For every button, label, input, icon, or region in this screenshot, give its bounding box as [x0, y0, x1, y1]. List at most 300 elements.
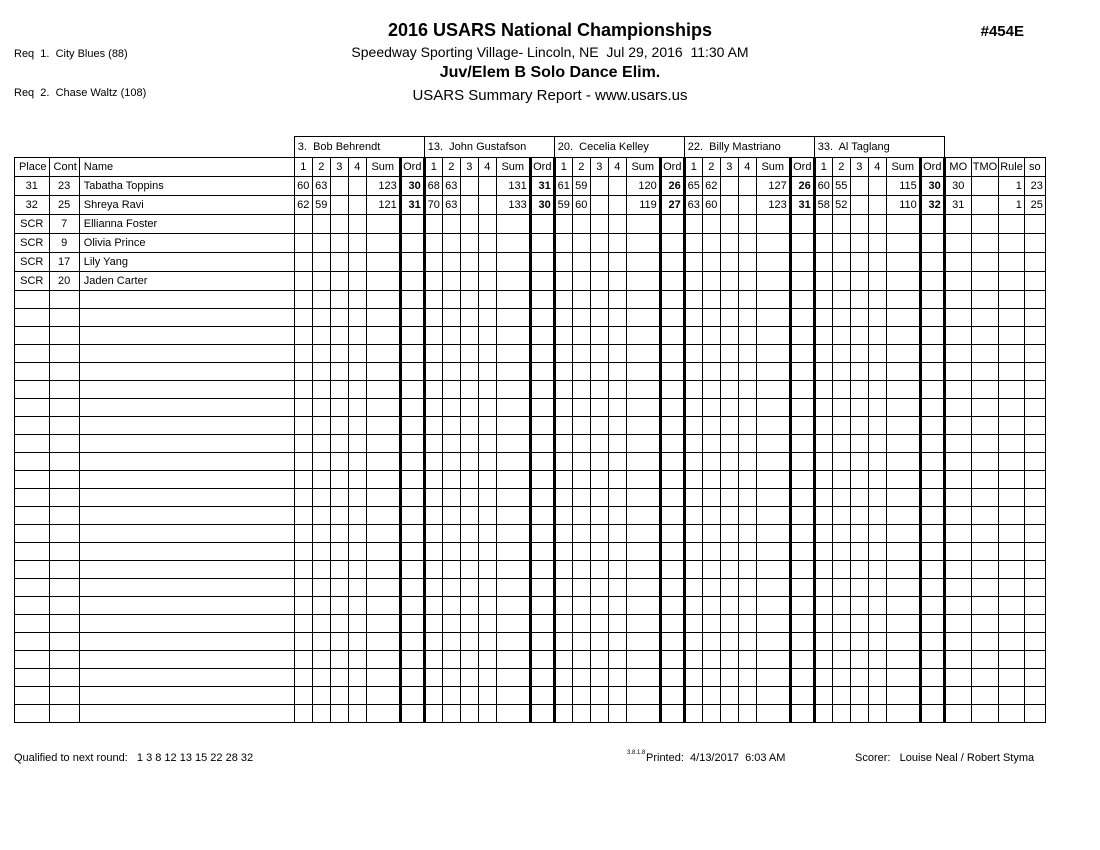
mo-cell — [944, 363, 971, 381]
score-cell — [738, 291, 756, 309]
col-header-1: 1 — [684, 158, 702, 177]
score-cell — [554, 272, 572, 291]
score-cell — [608, 435, 626, 453]
score-cell — [294, 561, 312, 579]
score-cell — [590, 177, 608, 196]
col-header-sum: Sum — [496, 158, 530, 177]
sum-cell — [756, 471, 790, 489]
sum-cell — [626, 417, 660, 435]
score-cell — [868, 363, 886, 381]
score-cell — [478, 291, 496, 309]
score-cell — [460, 471, 478, 489]
so-cell — [1024, 345, 1045, 363]
cont-cell — [49, 507, 79, 525]
ord-cell — [660, 687, 684, 705]
cont-cell — [49, 579, 79, 597]
score-cell — [738, 597, 756, 615]
sum-cell — [886, 435, 920, 453]
score-cell — [590, 507, 608, 525]
score-cell — [460, 291, 478, 309]
place-cell — [15, 381, 50, 399]
ord-cell — [530, 291, 554, 309]
score-cell — [608, 561, 626, 579]
tmo-cell — [971, 579, 998, 597]
score-cell — [478, 327, 496, 345]
rule-cell — [999, 579, 1025, 597]
score-cell — [442, 417, 460, 435]
score-cell — [348, 381, 366, 399]
score-cell — [312, 525, 330, 543]
score-cell — [814, 507, 832, 525]
score-cell — [738, 381, 756, 399]
tmo-cell — [971, 363, 998, 381]
score-cell — [738, 705, 756, 723]
rule-cell — [999, 705, 1025, 723]
score-cell — [720, 253, 738, 272]
score-cell — [572, 453, 590, 471]
score-cell: 52 — [832, 196, 850, 215]
score-cell — [868, 234, 886, 253]
place-cell — [15, 525, 50, 543]
score-cell — [702, 633, 720, 651]
sum-cell — [626, 543, 660, 561]
sum-cell — [496, 435, 530, 453]
printed-text: Printed: 4/13/2017 6:03 AM — [646, 752, 786, 764]
so-cell — [1024, 597, 1045, 615]
score-cell — [850, 309, 868, 327]
score-cell — [460, 507, 478, 525]
sum-cell — [366, 561, 400, 579]
col-header-tmo: TMO — [971, 158, 998, 177]
score-cell — [572, 399, 590, 417]
score-cell — [868, 669, 886, 687]
sum-cell — [496, 705, 530, 723]
score-cell — [312, 363, 330, 381]
score-cell — [554, 579, 572, 597]
score-cell — [478, 215, 496, 234]
name-cell — [79, 327, 294, 345]
empty-row — [15, 489, 1046, 507]
sum-cell — [496, 234, 530, 253]
score-cell — [814, 489, 832, 507]
col-header-3: 3 — [720, 158, 738, 177]
score-cell — [554, 561, 572, 579]
score-cell — [330, 561, 348, 579]
place-cell — [15, 435, 50, 453]
cont-cell: 20 — [49, 272, 79, 291]
sum-cell — [366, 253, 400, 272]
score-cell — [608, 615, 626, 633]
score-cell — [868, 597, 886, 615]
score-cell — [814, 597, 832, 615]
score-cell — [294, 363, 312, 381]
score-cell — [330, 177, 348, 196]
col-header-3: 3 — [590, 158, 608, 177]
score-cell — [850, 453, 868, 471]
score-cell — [330, 253, 348, 272]
score-cell: 59 — [554, 196, 572, 215]
score-cell — [608, 597, 626, 615]
ord-cell — [530, 543, 554, 561]
score-cell — [738, 687, 756, 705]
ord-cell: 31 — [400, 196, 424, 215]
judge-row-right-spacer — [944, 137, 1045, 158]
score-cell — [832, 291, 850, 309]
mo-cell: 30 — [944, 177, 971, 196]
score-cell — [460, 272, 478, 291]
score-cell — [330, 363, 348, 381]
score-cell — [684, 309, 702, 327]
ord-cell — [400, 345, 424, 363]
ord-cell — [790, 253, 814, 272]
ord-cell — [660, 453, 684, 471]
col-header-sum: Sum — [756, 158, 790, 177]
ord-cell — [660, 215, 684, 234]
score-cell — [348, 327, 366, 345]
sum-cell — [886, 309, 920, 327]
score-cell — [702, 381, 720, 399]
mo-cell — [944, 543, 971, 561]
empty-row — [15, 327, 1046, 345]
score-cell — [294, 579, 312, 597]
ord-cell — [530, 435, 554, 453]
score-cell — [684, 525, 702, 543]
ord-cell — [920, 615, 944, 633]
ord-cell — [400, 363, 424, 381]
score-cell — [572, 234, 590, 253]
ord-cell — [920, 234, 944, 253]
sum-cell — [496, 507, 530, 525]
score-cell — [572, 615, 590, 633]
score-cell: 58 — [814, 196, 832, 215]
empty-row — [15, 435, 1046, 453]
sum-cell — [626, 669, 660, 687]
col-header-ord: Ord — [530, 158, 554, 177]
score-cell — [720, 435, 738, 453]
cont-cell — [49, 651, 79, 669]
score-cell — [330, 196, 348, 215]
score-cell — [814, 615, 832, 633]
qualified-text: Qualified to next round: 1 3 8 12 13 15 22 28 32 — [14, 752, 254, 764]
so-cell — [1024, 272, 1045, 291]
sum-cell — [626, 507, 660, 525]
score-cell — [702, 453, 720, 471]
score-cell — [330, 705, 348, 723]
tmo-cell — [971, 669, 998, 687]
cont-cell — [49, 309, 79, 327]
score-cell — [442, 669, 460, 687]
score-cell — [554, 363, 572, 381]
rule-cell — [999, 417, 1025, 435]
ord-cell — [790, 234, 814, 253]
score-cell — [294, 615, 312, 633]
report-header — [0, 20, 1100, 104]
ord-cell — [920, 651, 944, 669]
score-cell — [868, 309, 886, 327]
name-cell — [79, 489, 294, 507]
score-cell — [312, 234, 330, 253]
empty-row — [15, 633, 1046, 651]
score-cell — [738, 417, 756, 435]
empty-row — [15, 399, 1046, 417]
sum-cell — [366, 215, 400, 234]
mo-cell — [944, 507, 971, 525]
col-header-name: Name — [79, 158, 294, 177]
col-header-4: 4 — [478, 158, 496, 177]
score-cell — [850, 272, 868, 291]
ord-cell — [400, 507, 424, 525]
score-cell — [572, 705, 590, 723]
place-cell: SCR — [15, 253, 50, 272]
score-cell — [460, 687, 478, 705]
sum-cell — [496, 363, 530, 381]
score-cell — [478, 435, 496, 453]
sum-cell — [366, 309, 400, 327]
col-header-ord: Ord — [790, 158, 814, 177]
ord-cell — [400, 327, 424, 345]
sum-cell — [886, 327, 920, 345]
score-cell — [460, 615, 478, 633]
score-cell — [720, 633, 738, 651]
sum-cell: 127 — [756, 177, 790, 196]
score-cell — [720, 327, 738, 345]
mo-cell — [944, 669, 971, 687]
score-cell — [738, 196, 756, 215]
ord-cell — [400, 489, 424, 507]
ord-cell — [660, 272, 684, 291]
sum-cell — [366, 507, 400, 525]
place-cell: SCR — [15, 215, 50, 234]
name-cell — [79, 345, 294, 363]
score-cell — [294, 669, 312, 687]
name-cell — [79, 471, 294, 489]
sum-cell — [496, 651, 530, 669]
so-cell — [1024, 363, 1045, 381]
name-cell — [79, 651, 294, 669]
score-cell — [442, 253, 460, 272]
score-cell — [868, 705, 886, 723]
ord-cell — [530, 651, 554, 669]
score-cell — [294, 471, 312, 489]
score-cell — [814, 381, 832, 399]
tmo-cell — [971, 253, 998, 272]
score-cell — [832, 525, 850, 543]
score-cell — [442, 309, 460, 327]
sum-cell — [496, 543, 530, 561]
ord-cell — [920, 489, 944, 507]
rule-cell — [999, 253, 1025, 272]
mo-cell — [944, 705, 971, 723]
score-cell — [832, 651, 850, 669]
sum-cell — [886, 597, 920, 615]
score-cell — [868, 327, 886, 345]
ord-cell — [920, 272, 944, 291]
empty-row — [15, 561, 1046, 579]
score-cell — [702, 345, 720, 363]
judge-header-5: 33. Al Taglang — [814, 137, 944, 158]
ord-cell — [920, 669, 944, 687]
score-cell — [850, 507, 868, 525]
score-cell — [348, 417, 366, 435]
sum-cell — [366, 615, 400, 633]
score-cell — [424, 633, 442, 651]
sum-cell — [366, 633, 400, 651]
score-cell — [348, 363, 366, 381]
mo-cell — [944, 597, 971, 615]
sum-cell — [626, 253, 660, 272]
rule-cell — [999, 489, 1025, 507]
sum-cell — [496, 215, 530, 234]
sum-cell — [886, 345, 920, 363]
score-cell — [738, 453, 756, 471]
score-cell — [738, 327, 756, 345]
ord-cell — [400, 471, 424, 489]
score-cell — [330, 651, 348, 669]
score-cell — [738, 272, 756, 291]
score-cell — [442, 579, 460, 597]
ord-cell — [530, 471, 554, 489]
score-cell — [832, 489, 850, 507]
score-cell — [554, 705, 572, 723]
score-cell — [554, 597, 572, 615]
score-cell — [312, 345, 330, 363]
tmo-cell — [971, 345, 998, 363]
score-cell — [442, 381, 460, 399]
empty-row — [15, 417, 1046, 435]
score-cell — [478, 471, 496, 489]
empty-row — [15, 363, 1046, 381]
score-cell — [478, 615, 496, 633]
so-cell — [1024, 291, 1045, 309]
sum-cell — [756, 453, 790, 471]
ord-cell — [790, 651, 814, 669]
score-cell — [442, 272, 460, 291]
score-cell — [554, 291, 572, 309]
score-cell — [720, 705, 738, 723]
score-cell — [294, 327, 312, 345]
score-cell — [554, 215, 572, 234]
name-cell: Tabatha Toppins — [79, 177, 294, 196]
score-cell — [460, 669, 478, 687]
sum-cell — [756, 253, 790, 272]
score-cell — [478, 399, 496, 417]
score-cell — [312, 471, 330, 489]
ord-cell — [400, 687, 424, 705]
score-cell — [850, 363, 868, 381]
so-cell — [1024, 543, 1045, 561]
score-cell — [850, 669, 868, 687]
so-cell — [1024, 309, 1045, 327]
so-cell — [1024, 381, 1045, 399]
place-cell — [15, 417, 50, 435]
score-cell — [348, 525, 366, 543]
tmo-cell — [971, 687, 998, 705]
score-cell — [868, 453, 886, 471]
sum-cell — [366, 417, 400, 435]
score-cell — [424, 381, 442, 399]
score-cell — [608, 234, 626, 253]
score-cell — [330, 381, 348, 399]
ord-cell — [530, 345, 554, 363]
score-cell — [572, 597, 590, 615]
score-cell: 63 — [684, 196, 702, 215]
cont-cell — [49, 525, 79, 543]
score-cell: 63 — [442, 196, 460, 215]
sum-cell — [496, 669, 530, 687]
score-cell — [608, 669, 626, 687]
ord-cell — [400, 705, 424, 723]
sum-cell: 123 — [366, 177, 400, 196]
score-cell — [832, 687, 850, 705]
score-cell — [294, 399, 312, 417]
place-cell — [15, 687, 50, 705]
sum-cell — [366, 234, 400, 253]
score-cell — [424, 291, 442, 309]
score-cell — [702, 363, 720, 381]
score-cell — [684, 651, 702, 669]
score-cell — [684, 234, 702, 253]
score-cell — [348, 234, 366, 253]
score-cell — [832, 705, 850, 723]
score-cell — [738, 651, 756, 669]
score-cell — [832, 399, 850, 417]
score-cell — [442, 597, 460, 615]
ord-cell — [660, 615, 684, 633]
sum-cell — [756, 489, 790, 507]
rule-cell — [999, 363, 1025, 381]
sum-cell — [626, 525, 660, 543]
tmo-cell — [971, 471, 998, 489]
score-cell — [684, 543, 702, 561]
score-cell — [460, 363, 478, 381]
place-cell — [15, 291, 50, 309]
score-cell: 70 — [424, 196, 442, 215]
sum-cell — [756, 417, 790, 435]
sum-cell — [366, 272, 400, 291]
sum-cell — [366, 489, 400, 507]
ord-cell — [920, 471, 944, 489]
score-cell — [312, 579, 330, 597]
score-cell — [442, 363, 460, 381]
score-cell — [460, 196, 478, 215]
score-cell — [738, 253, 756, 272]
so-cell — [1024, 435, 1045, 453]
score-cell — [348, 215, 366, 234]
so-cell — [1024, 489, 1045, 507]
col-header-2: 2 — [572, 158, 590, 177]
score-cell — [424, 507, 442, 525]
empty-row — [15, 471, 1046, 489]
score-cell — [684, 327, 702, 345]
so-cell — [1024, 471, 1045, 489]
name-cell: Lily Yang — [79, 253, 294, 272]
cont-cell — [49, 345, 79, 363]
score-cell — [554, 669, 572, 687]
score-cell — [590, 291, 608, 309]
sum-cell — [496, 381, 530, 399]
score-cell — [608, 705, 626, 723]
score-cell — [554, 471, 572, 489]
place-cell: SCR — [15, 272, 50, 291]
score-cell — [720, 453, 738, 471]
score-cell — [572, 525, 590, 543]
req-2-text: Req 2. Chase Waltz (108) — [14, 87, 147, 99]
sum-cell — [366, 543, 400, 561]
score-cell — [814, 435, 832, 453]
sum-cell — [756, 381, 790, 399]
sum-cell — [756, 345, 790, 363]
score-cell — [720, 399, 738, 417]
